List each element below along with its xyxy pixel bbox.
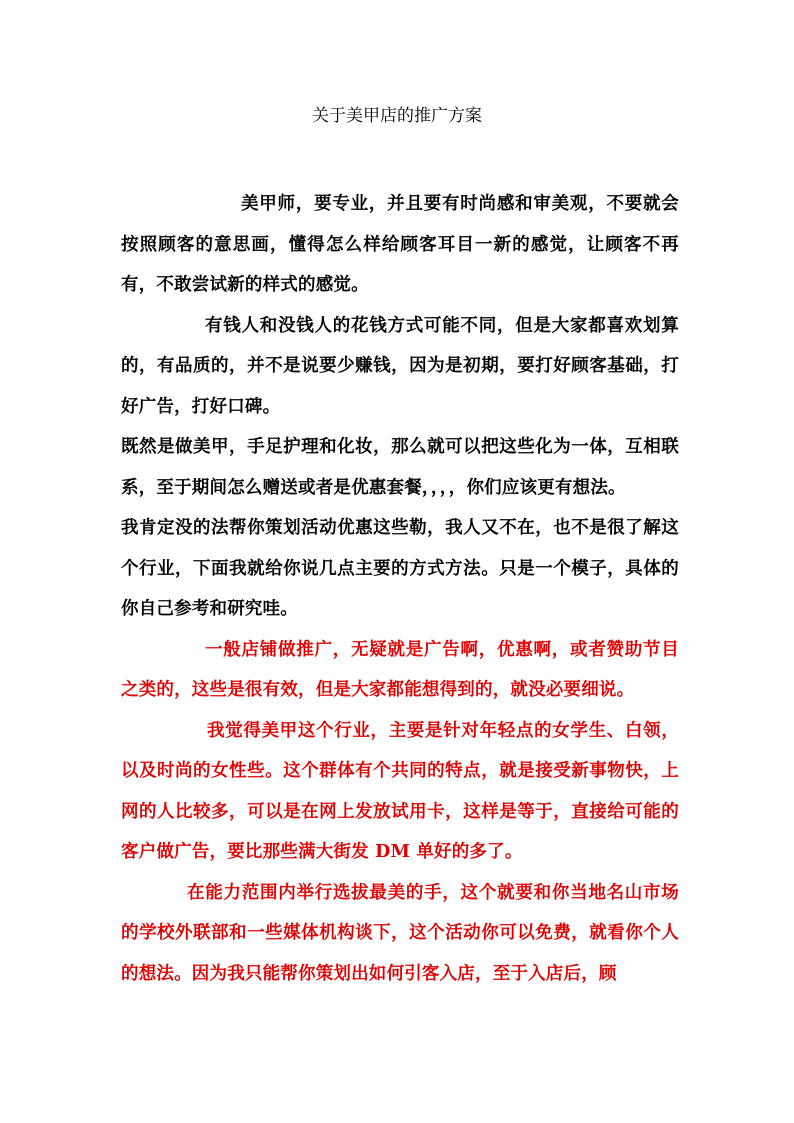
paragraph-hand-contest: 在能力范围内举行选拔最美的手，这个就要和你当地名山市场的学校外联部和一些媒体机构谈下，这个活动你可以免费，就看你个人的想法。因为我只能帮你策划出如何引客入店，至于入店后，顾: [121, 882, 679, 984]
paragraph-target-audience: 我觉得美甲这个行业，主要是针对年轻点的女学生、白领，以及时尚的女性些。这个群体有个共同的特点，就是接受新事物快，上网的人比较多，可以是在网上发放试用卡，这样是等于，直接给可能的客户做广告，要比那些满大街发 DM 单好的多了。: [121, 720, 679, 862]
paragraph-spending-habits: 有钱人和没钱人的花钱方式可能不同，但是大家都喜欢划算的，有品质的，并不是说要少赚钱，因为是初期，要打好顾客基础，打好广告，打好口碑。: [121, 315, 679, 417]
paragraph-integrated-services: 既然是做美甲，手足护理和化妆，那么就可以把这些化为一体，互相联系，至于期间怎么赠送或者是优惠套餐，，，，你们应该更有想法。: [121, 437, 679, 498]
document-title: 关于美甲店的推广方案: [312, 106, 482, 126]
paragraph-designer-professional: 美甲师，要专业，并且要有时尚感和审美观，不要就会按照顾客的意思画，懂得怎么样给顾客耳目一新的感觉，让顾客不再有，不敢尝试新的样式的感觉。: [121, 194, 679, 295]
document-body: [121, 184, 679, 994]
paragraph-planning-disclaimer: 我肯定没的法帮你策划活动优惠这些勒，我人又不在，也不是很了解这个行业，下面我就给你说几点主要的方式方法。只是一个模子，具体的你自己参考和研究哇。: [121, 518, 679, 619]
paragraph-general-promotion: 一般店铺做推广，无疑就是广告啊，优惠啊，或者赞助节目之类的，这些是很有效，但是大家都能想得到的，就没必要细说。: [121, 639, 679, 700]
